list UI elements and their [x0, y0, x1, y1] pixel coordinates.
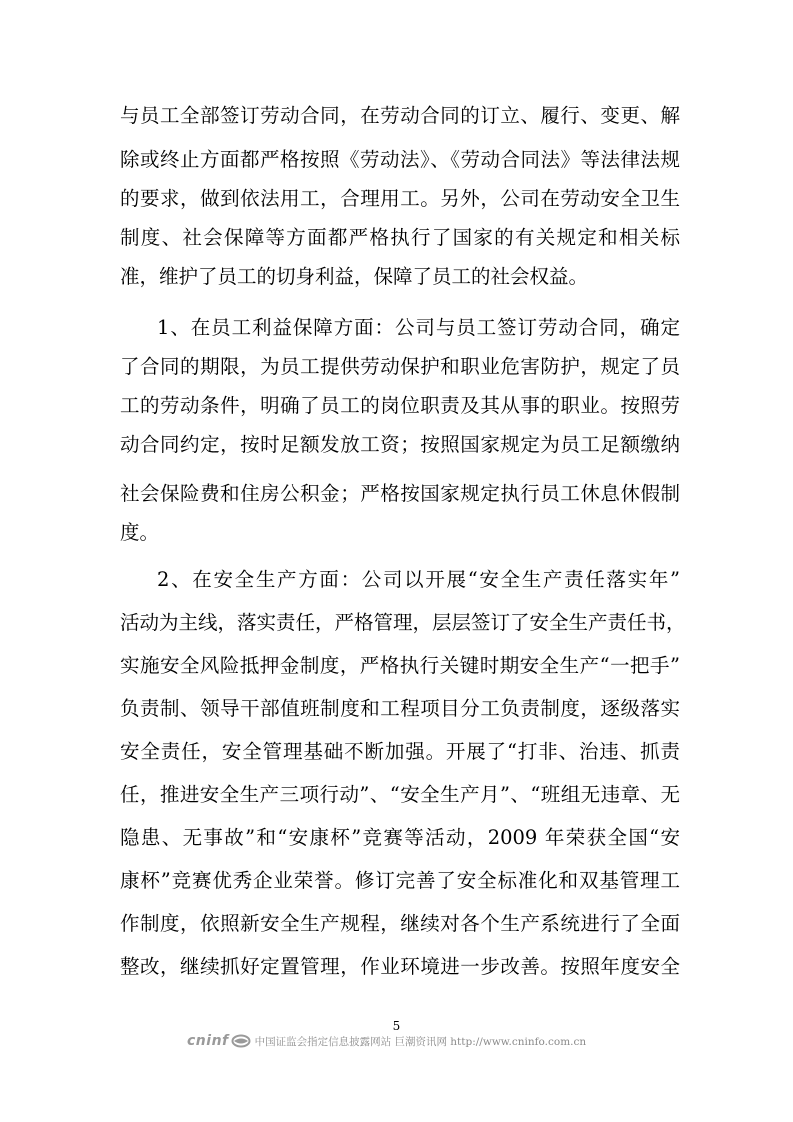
body-line-1: 与员工全部签订劳动合同，在劳动合同的订立、履行、变更、解: [120, 104, 680, 127]
cninfo-logo: [187, 1033, 251, 1049]
body-line-21: 整改，继续抓好定置管理，作业环境进一步改善。按照年度安全: [120, 955, 680, 978]
body-line-14: 实施安全风险抵押金制度，严格执行关键时期安全生产“一把手”: [120, 654, 680, 677]
body-line-8: 工的劳动条件，明确了员工的岗位职责及其从事的职业。按照劳: [120, 394, 680, 417]
body-line-16: 安全责任，安全管理基础不断加强。开展了“打非、治违、抓责: [120, 740, 680, 763]
body-line-9: 动合同约定，按时足额发放工资；按照国家规定为员工足额缴纳: [120, 433, 680, 456]
body-line-17: 任，推进安全生产三项行动”、“安全生产月”、“班组无违章、无: [120, 783, 680, 806]
body-line-7: 了合同的期限，为员工提供劳动保护和职业危害防护，规定了员: [120, 355, 680, 378]
body-line-12: 2、在安全生产方面：公司以开展“安全生产责任落实年”: [157, 568, 680, 591]
body-line-19: 康杯”竞赛优秀企业荣誉。修订完善了安全标准化和双基管理工: [120, 869, 680, 892]
footer-site-text[interactable]: 中国证监会指定信息披露网站 巨潮资讯网 http://www.cninfo.com.cn: [254, 1035, 587, 1048]
body-line-3: 的要求，做到依法用工，合理用工。另外，公司在劳动安全卫生: [120, 187, 680, 210]
footer: [187, 1031, 586, 1051]
body-line-2: 除或终止方面都严格按照《劳动法》、《劳动合同法》等法律法规: [120, 148, 680, 171]
cninfo-swirl-icon: [231, 1034, 251, 1048]
body-line-13: 活动为主线，落实责任，严格管理，层层签订了安全生产责任书，: [120, 611, 686, 634]
body-line-5: 准，维护了员工的切身利益，保障了员工的社会权益。: [120, 265, 589, 288]
body-line-10: 社会保险费和住房公积金；严格按国家规定执行员工休息休假制: [120, 482, 680, 505]
logo-text: cninf: [187, 1033, 229, 1049]
body-line-6: 1、在员工利益保障方面：公司与员工签订劳动合同，确定: [157, 316, 680, 339]
body-line-4: 制度、社会保障等方面都严格执行了国家的有关规定和相关标: [120, 226, 680, 249]
body-line-15: 负责制、领导干部值班制度和工程项目分工负责制度，逐级落实: [120, 697, 680, 720]
body-line-18: 隐患、无事故”和“安康杯”竞赛等活动，2009 年荣获全国“安: [120, 826, 680, 849]
page-number: 5: [392, 1019, 401, 1033]
body-line-20: 作制度，依照新安全生产规程，继续对各个生产系统进行了全面: [120, 912, 680, 935]
body-line-11: 度。: [120, 521, 160, 544]
